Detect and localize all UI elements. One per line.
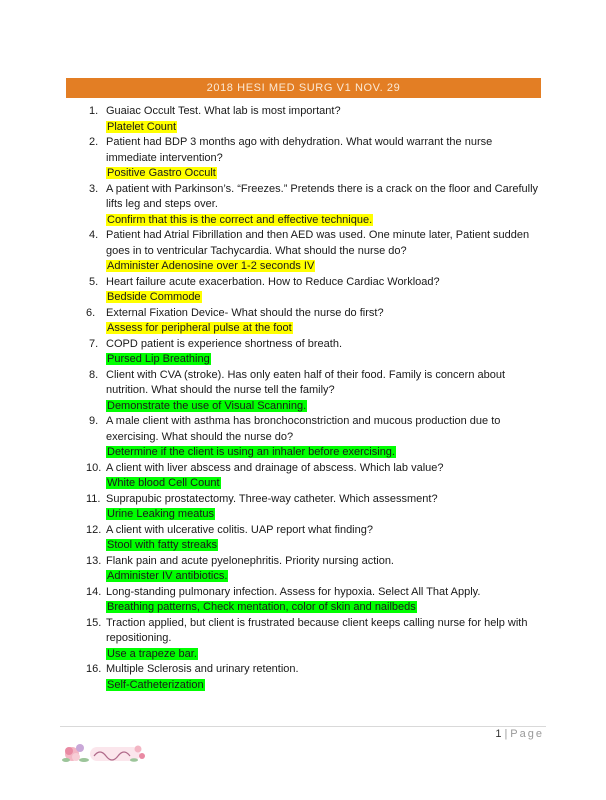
- item-answer: Platelet Count: [107, 120, 177, 133]
- item-answer: Urine Leaking meatus: [107, 508, 215, 520]
- list-item: [86, 585, 546, 616]
- list-item: [86, 662, 546, 693]
- item-answer: Administer Adenosine over 1-2 seconds IV: [107, 260, 315, 272]
- item-number: 7.: [89, 337, 99, 350]
- item-number: 12.: [86, 523, 102, 536]
- question-list: [86, 104, 546, 693]
- item-number: 11.: [86, 492, 101, 505]
- item-question: Multiple Sclerosis and urinary retention.: [106, 663, 299, 675]
- item-answer: White blood Cell Count: [107, 477, 220, 489]
- item-question: Flank pain and acute pyelonephritis. Priority nursing action.: [106, 554, 394, 567]
- item-question: Client with CVA (stroke). Has only eaten half of their food. Family is concern about nutrition. What should the nurse tell the family?: [106, 368, 506, 396]
- item-number: 13.: [86, 554, 102, 567]
- item-question: A client with ulcerative colitis. UAP report what finding?: [106, 523, 373, 536]
- item-answer: Confirm that this is the correct and effective technique.: [107, 213, 373, 226]
- item-number: 16.: [86, 663, 102, 675]
- item-question: A patient with Parkinson’s. “Freezes.” Pretends there is a crack on the floor and Carefully lifts leg and steps over.: [106, 182, 539, 210]
- list-item: [86, 523, 546, 554]
- item-number: 2.: [89, 136, 99, 148]
- item-number: 1.: [89, 105, 99, 117]
- item-question: A client with liver abscess and drainage of abscess. Which lab value?: [106, 461, 444, 474]
- list-item: [86, 554, 546, 585]
- floral-logo-icon: [62, 738, 148, 770]
- item-answer: Determine if the client is using an inhaler before exercising.: [107, 446, 395, 458]
- item-question: Suprapubic prostatectomy. Three-way catheter. Which assessment?: [106, 492, 438, 505]
- item-question: Guaiac Occult Test. What lab is most important?: [106, 105, 341, 117]
- item-question: Long-standing pulmonary infection. Assess for hypoxia. Select All That Apply.: [106, 585, 481, 598]
- item-question: A male client with asthma has bronchoconstriction and mucous production due to exercising. What should the nurse do?: [106, 415, 501, 443]
- item-number: 14.: [86, 585, 102, 598]
- list-item: [86, 616, 546, 663]
- list-item: [86, 275, 546, 306]
- item-number: 9.: [89, 415, 99, 427]
- item-question: Patient had BDP 3 months ago with dehydration. What would warrant the nurse immediate intervention?: [106, 136, 493, 164]
- item-number: 8.: [89, 368, 99, 381]
- list-item: [86, 135, 546, 182]
- document-title: 2018 HESI MED SURG V1 NOV. 29: [66, 78, 541, 98]
- item-answer: Administer IV antibiotics.: [107, 570, 228, 582]
- item-answer: Breathing patterns, Check mentation, color of skin and nailbeds: [107, 601, 416, 613]
- item-answer: Use a trapeze bar.: [107, 647, 197, 660]
- item-answer: Stool with fatty streaks: [107, 539, 218, 551]
- item-answer: Bedside Commode: [107, 291, 201, 303]
- item-number: 10.: [86, 461, 102, 474]
- item-answer: Pursed Lip Breathing: [107, 353, 210, 365]
- item-number: 6.: [86, 306, 96, 319]
- list-item: [86, 306, 546, 337]
- list-item: [86, 228, 546, 275]
- item-answer: Assess for peripheral pulse at the foot: [107, 322, 292, 334]
- list-item: [86, 492, 546, 523]
- list-item: [86, 461, 546, 492]
- item-number: 15.: [86, 616, 102, 629]
- list-item: [86, 414, 546, 461]
- list-item: [86, 337, 546, 368]
- item-answer: Self-Catheterization: [107, 678, 204, 691]
- footer-divider: [60, 726, 546, 727]
- page-word: Page: [510, 728, 544, 740]
- item-question: Heart failure acute exacerbation. How to Reduce Cardiac Workload?: [106, 275, 440, 288]
- page-number-separator: |: [504, 728, 508, 740]
- list-item: [86, 182, 546, 229]
- list-item: [86, 368, 546, 415]
- item-question: Patient had Atrial Fibrillation and then AED was used. One minute later, Patient sudden goes in to ventricular Tachycardia. What should the nurse do?: [106, 229, 530, 257]
- item-question: COPD patient is experience shortness of breath.: [106, 337, 343, 350]
- page-number: [495, 728, 544, 740]
- item-number: 4.: [89, 229, 99, 241]
- item-number: 3.: [89, 182, 99, 195]
- item-question: Traction applied, but client is frustrated because client keeps calling nurse for help with repositioning.: [106, 616, 528, 644]
- item-answer: Positive Gastro Occult: [107, 167, 216, 179]
- list-item: [86, 104, 546, 135]
- item-answer: Demonstrate the use of Visual Scanning.: [107, 399, 307, 412]
- page-number-value: 1: [495, 728, 502, 740]
- item-number: 5.: [89, 275, 99, 288]
- item-question: External Fixation Device- What should the nurse do first?: [106, 306, 384, 319]
